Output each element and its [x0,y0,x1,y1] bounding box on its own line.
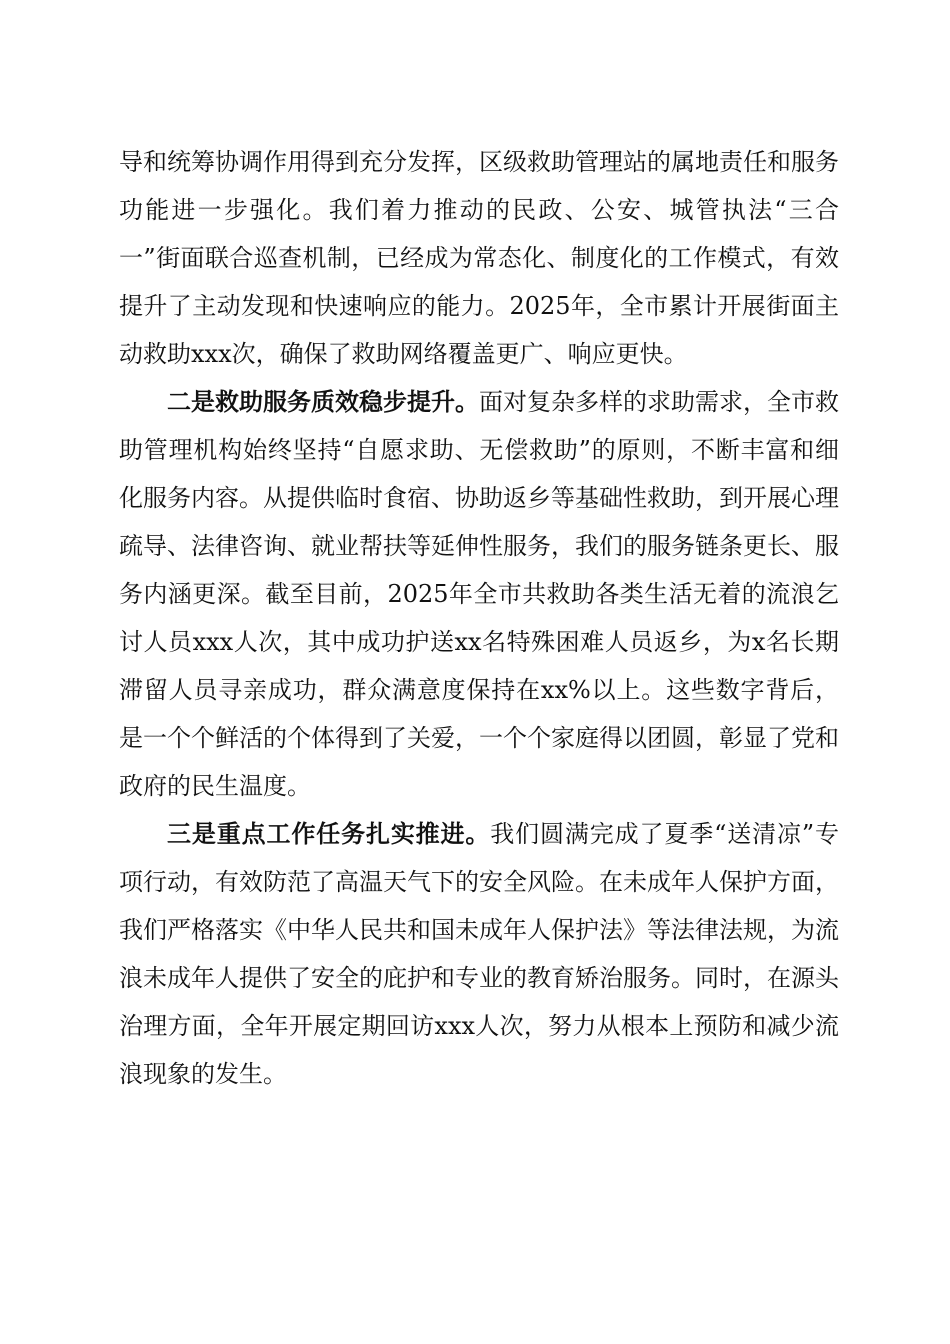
paragraph-service-quality [119,378,839,810]
document-body [119,138,839,1098]
paragraph-3-text: 我们圆满完成了夏季“送清凉”专项行动，有效防范了高温天气下的安全风险。在未成年人保护方面，我们严格落实《中华人民共和国未成年人保护法》等法律法规，为流浪未成年人提供了安全的庇护和专业的教育矫治服务。同时，在源头治理方面，全年开展定期回访xxx人次，努力从根本上预防和减少流浪现象的发生。 [119,820,839,1088]
paragraph-continuation [119,138,839,378]
paragraph-2-text: 面对复杂多样的求助需求，全市救助管理机构始终坚持“自愿求助、无偿救助”的原则，不断丰富和细化服务内容。从提供临时食宿、协助返乡等基础性救助，到开展心理疏导、法律咨询、就业帮扶等延伸性服务，我们的服务链条更长、服务内涵更深。截至目前，2025年全市共救助各类生活无着的流浪乞讨人员xxx人次，其中成功护送xx名特殊困难人员返乡，为x名长期滞留人员寻亲成功，群众满意度保持在xx%以上。这些数字背后，是一个个鲜活的个体得到了关爱，一个个家庭得以团圆，彰显了党和政府的民生温度。 [119,388,839,800]
paragraph-key-tasks [119,810,839,1098]
paragraph-2-heading: 二是救助服务质效稳步提升。 [167,387,479,416]
paragraph-1-text: 导和统筹协调作用得到充分发挥，区级救助管理站的属地责任和服务功能进一步强化。我们着力推动的民政、公安、城管执法“三合一”街面联合巡查机制，已经成为常态化、制度化的工作模式，有效提升了主动发现和快速响应的能力。2025年，全市累计开展街面主动救助xxx次，确保了救助网络覆盖更广、响应更快。 [119,148,839,368]
paragraph-3-heading: 三是重点工作任务扎实推进。 [167,819,491,848]
